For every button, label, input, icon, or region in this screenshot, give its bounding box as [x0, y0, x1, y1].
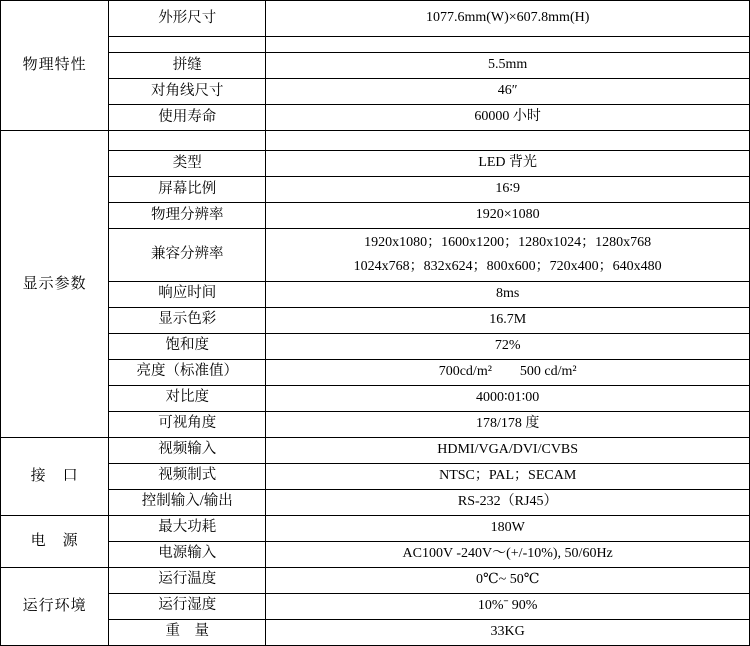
spec-label: 外形尺寸	[109, 1, 266, 37]
spec-value: 700cd/m² 500 cd/m²	[266, 359, 750, 385]
table-row	[1, 53, 750, 79]
spec-value: 180W	[266, 515, 750, 541]
spec-value: LED 背光	[266, 151, 750, 177]
spec-label: 类型	[109, 151, 266, 177]
group-label: 运行环境	[1, 567, 109, 645]
spec-value	[266, 131, 750, 151]
spec-label: 可视角度	[109, 411, 266, 437]
spec-label: 对比度	[109, 385, 266, 411]
spec-label: 显示色彩	[109, 307, 266, 333]
spec-label	[109, 37, 266, 53]
table-row	[1, 515, 750, 541]
spec-label: 控制输入/输出	[109, 489, 266, 515]
spec-label: 最大功耗	[109, 515, 266, 541]
spec-value: 0℃~ 50℃	[266, 567, 750, 593]
group-label: 电 源	[1, 515, 109, 567]
spacer-row	[1, 37, 750, 53]
table-row	[1, 307, 750, 333]
spec-value-line: 1920x1080；1600x1200；1280x1024；1280x768	[364, 235, 652, 250]
spec-value: NTSC；PAL；SECAM	[266, 463, 750, 489]
spec-value-lines	[269, 231, 746, 279]
table-row	[1, 281, 750, 307]
group-label: 接 口	[1, 437, 109, 515]
spec-value: RS-232（RJ45）	[266, 489, 750, 515]
spec-value: 10%ˉ 90%	[266, 593, 750, 619]
spec-label: 使用寿命	[109, 105, 266, 131]
spec-value: 16∶9	[266, 177, 750, 203]
table-row	[1, 593, 750, 619]
spec-label: 响应时间	[109, 281, 266, 307]
spec-label: 视频制式	[109, 463, 266, 489]
table-row	[1, 541, 750, 567]
spec-label: 兼容分辨率	[109, 229, 266, 282]
spec-value: 8ms	[266, 281, 750, 307]
spec-value	[266, 229, 750, 282]
spec-label: 电源输入	[109, 541, 266, 567]
spec-value	[266, 37, 750, 53]
table-row	[1, 1, 750, 37]
table-row	[1, 619, 750, 645]
table-row	[1, 567, 750, 593]
spec-label: 拼缝	[109, 53, 266, 79]
table-row	[1, 203, 750, 229]
spec-label	[109, 131, 266, 151]
spec-label: 运行温度	[109, 567, 266, 593]
spec-value: AC100V -240V～(+/-10%), 50/60Hz	[266, 541, 750, 567]
specifications-table-body	[1, 1, 750, 646]
spec-label: 运行湿度	[109, 593, 266, 619]
spec-label: 亮度（标准值）	[109, 359, 266, 385]
spec-value: 33KG	[266, 619, 750, 645]
table-row	[1, 359, 750, 385]
spec-value: 1077.6mm(W)×607.8mm(H)	[266, 1, 750, 37]
table-row	[1, 463, 750, 489]
group-label: 显示参数	[1, 131, 109, 438]
spec-label: 对角线尺寸	[109, 79, 266, 105]
table-row	[1, 177, 750, 203]
table-row	[1, 437, 750, 463]
table-row	[1, 229, 750, 282]
table-row	[1, 151, 750, 177]
spec-value: 5.5mm	[266, 53, 750, 79]
table-row	[1, 411, 750, 437]
spec-value-line: 1024x768；832x624；800x600；720x400；640x480	[353, 258, 662, 274]
spec-value: 178/178 度	[266, 411, 750, 437]
spec-value: HDMI/VGA/DVI/CVBS	[266, 437, 750, 463]
spec-value: 16.7M	[266, 307, 750, 333]
spec-label: 饱和度	[109, 333, 266, 359]
table-row	[1, 79, 750, 105]
spec-value: 4000∶01∶00	[266, 385, 750, 411]
spec-value: 60000 小时	[266, 105, 750, 131]
table-row	[1, 333, 750, 359]
spec-value: 1920×1080	[266, 203, 750, 229]
spacer-row	[1, 131, 750, 151]
table-row	[1, 105, 750, 131]
spec-label: 重 量	[109, 619, 266, 645]
spec-value: 72%	[266, 333, 750, 359]
spec-value: 46″	[266, 79, 750, 105]
spec-label: 视频输入	[109, 437, 266, 463]
group-label: 物理特性	[1, 1, 109, 131]
spec-label: 屏幕比例	[109, 177, 266, 203]
spec-label: 物理分辨率	[109, 203, 266, 229]
table-row	[1, 385, 750, 411]
table-row	[1, 489, 750, 515]
